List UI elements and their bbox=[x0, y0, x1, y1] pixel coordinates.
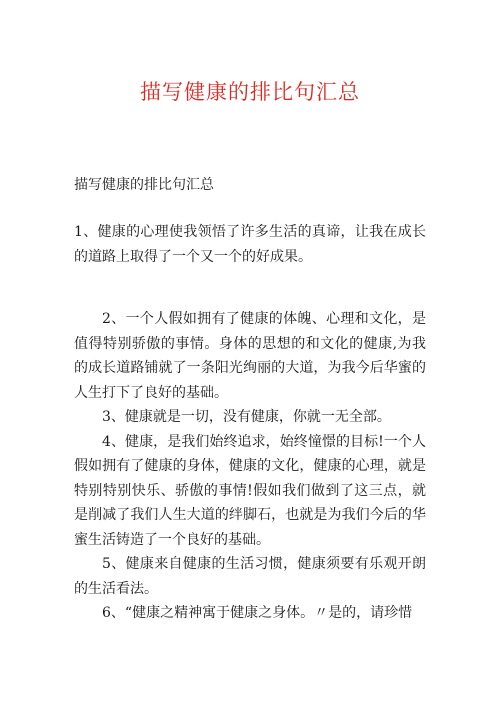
document-subtitle: 描写健康的排比句汇总 bbox=[74, 177, 214, 193]
document-title: 描写健康的排比句汇总 bbox=[140, 80, 360, 104]
paragraph-2: 2、一个人假如拥有了健康的体魄、心理和文化，是值得特别骄傲的事情。身体的思想的和文化的健康,为我的成长道路铺就了一条阳光绚丽的大道，为我今后华蜜的人生打下了良好的基础。 bbox=[74, 311, 426, 401]
paragraph-3: 3、健康就是一切，没有健康，你就一无全部。 bbox=[102, 409, 391, 425]
paragraph-1: 1、健康的心理使我领悟了许多生活的真谛，让我在成长的道路上取得了一个又一个的好成果。 bbox=[74, 224, 426, 265]
paragraph-5: 5、健康来自健康的生活习惯，健康须要有乐观开朗的生活看法。 bbox=[74, 556, 426, 597]
paragraph-6: 6、“健康之精神寓于健康之身体。〃是的，请珍惜 bbox=[102, 605, 413, 621]
paragraph-4: 4、健康，是我们始终追求，始终憧憬的目标!一个人假如拥有了健康的身体，健康的文化，健康的心理，就是特别特别快乐、骄傲的事情!假如我们做到了这三点，就是削减了我们人生大道的绊脚石，也就是为我们今后的华蜜生活铸造了一个良好的基础。 bbox=[74, 433, 426, 548]
document-body bbox=[74, 220, 426, 626]
